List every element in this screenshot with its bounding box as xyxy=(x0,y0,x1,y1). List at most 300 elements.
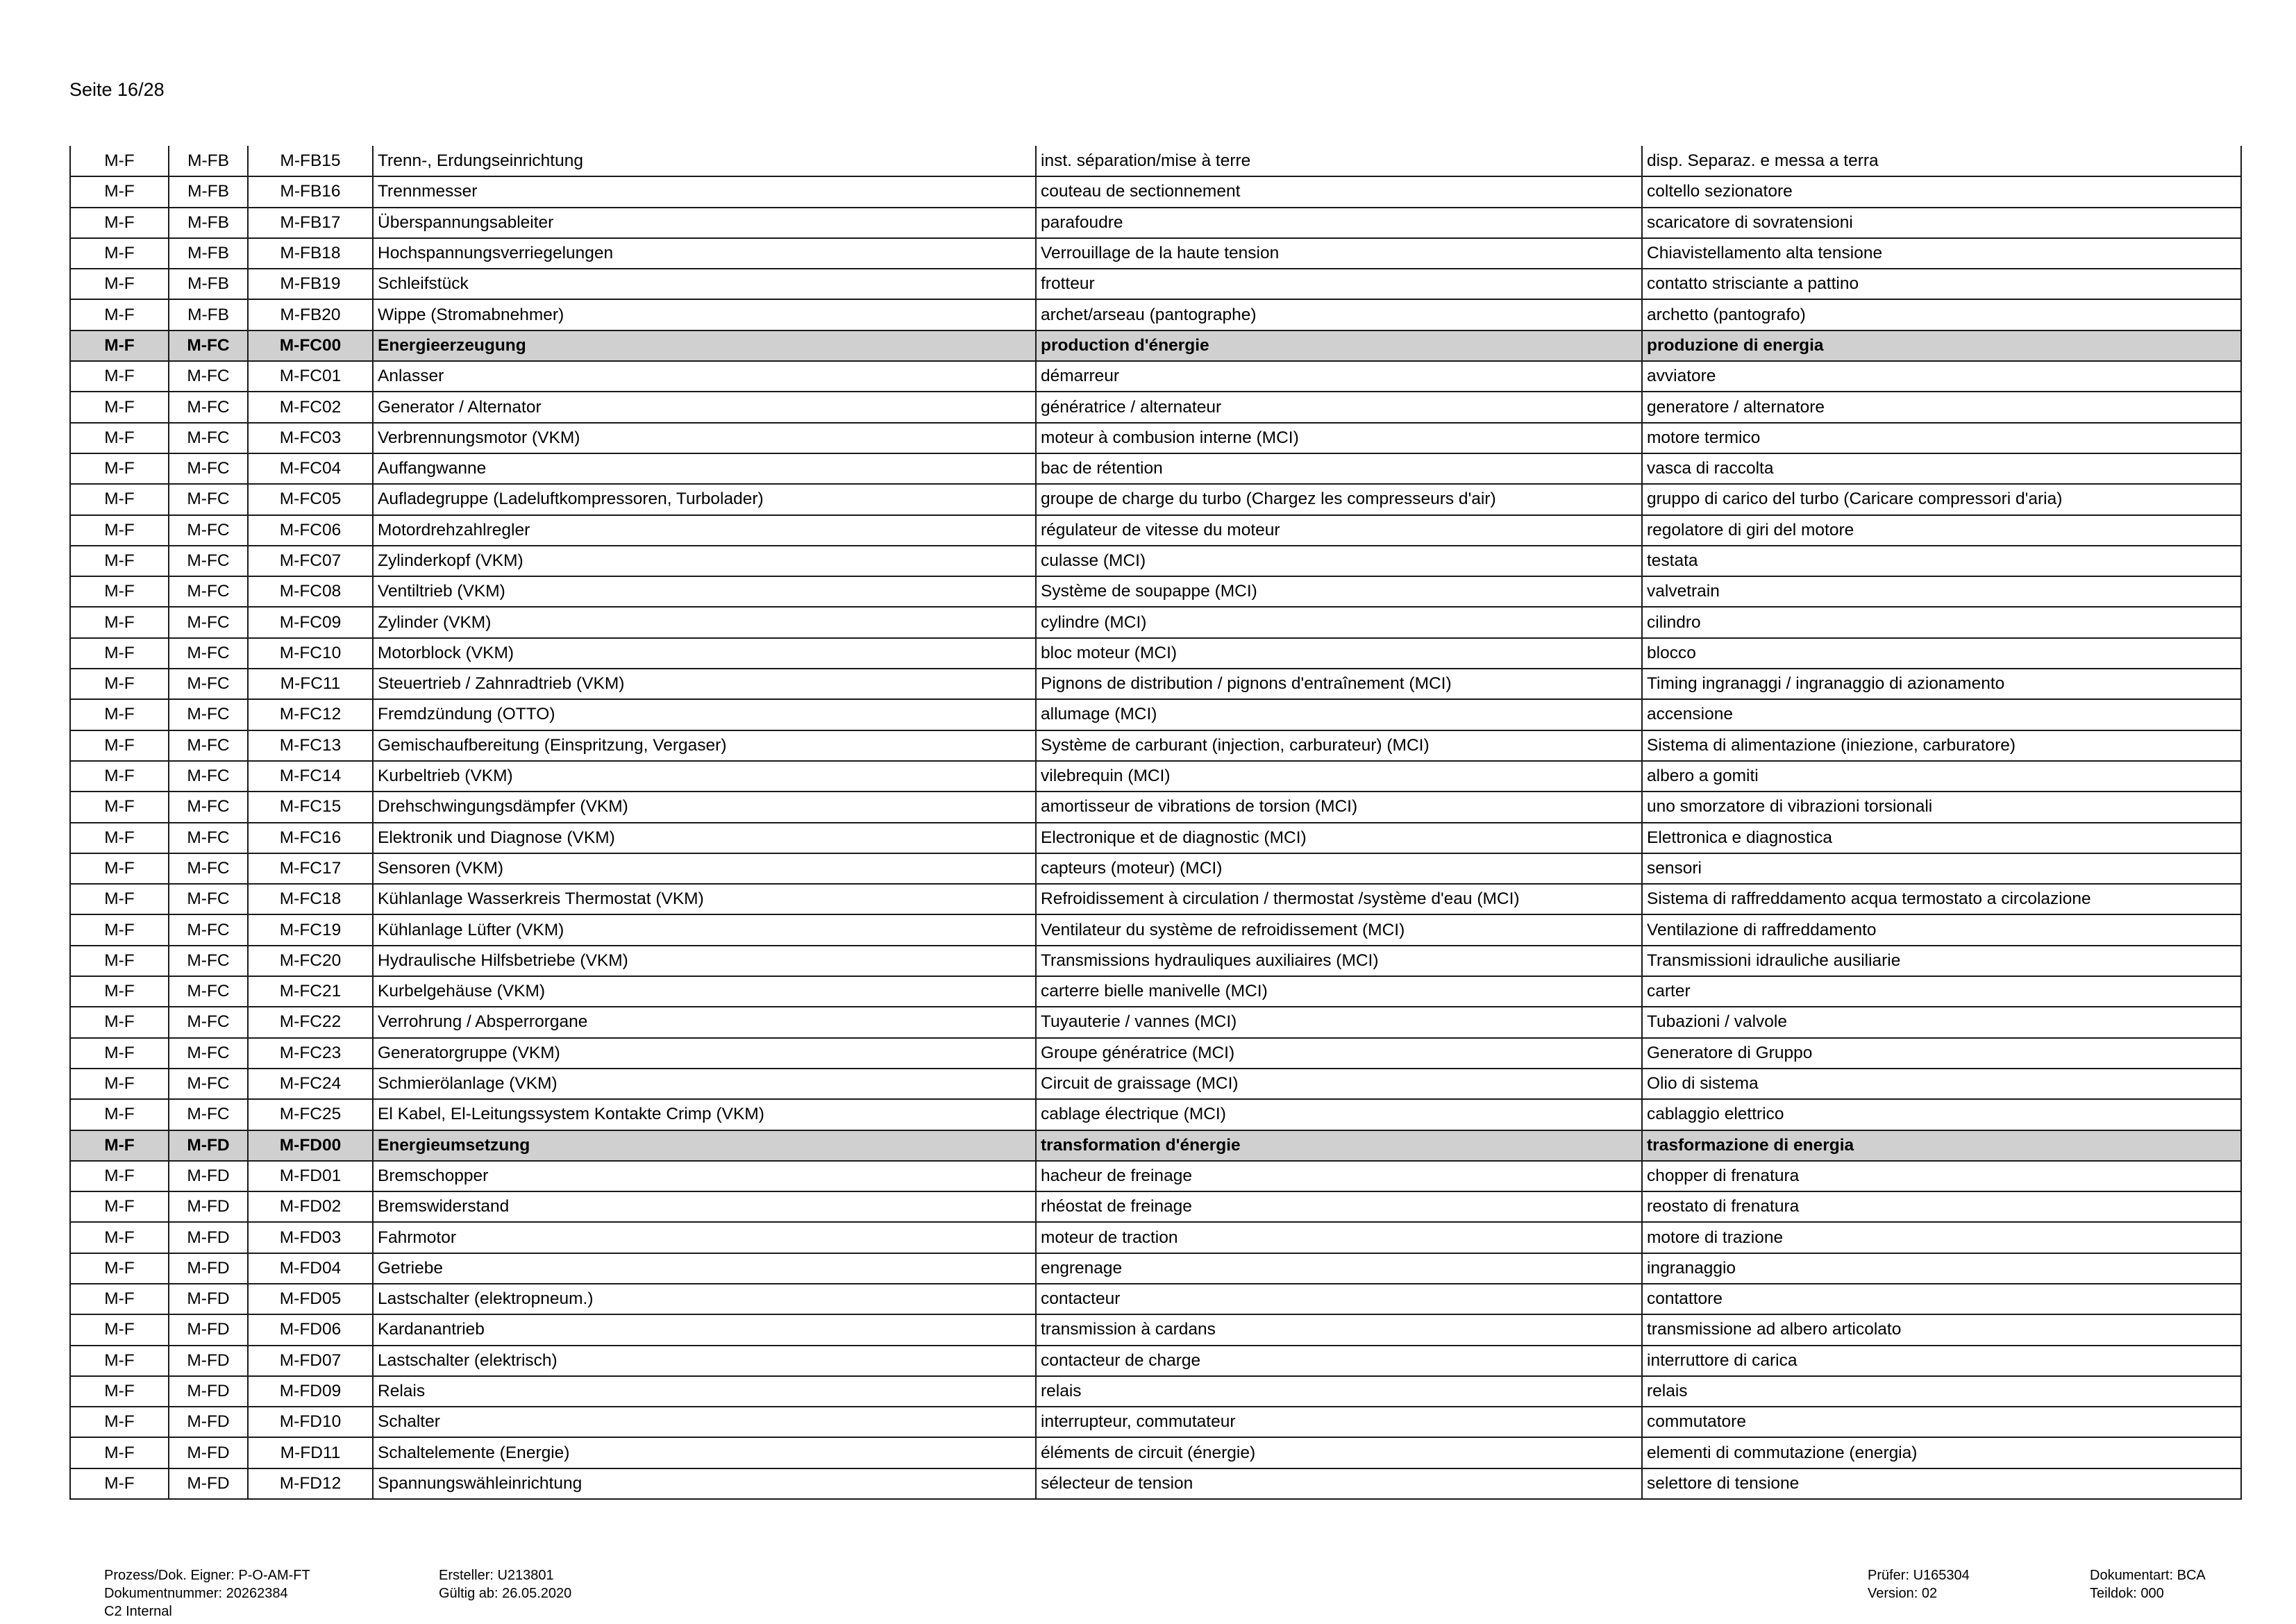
cell-code: M-FB15 xyxy=(248,146,373,176)
table-row xyxy=(70,638,2241,669)
cell-french: Système de carburant (injection, carburateur) (MCI) xyxy=(1036,730,1642,761)
cell-french: cylindre (MCI) xyxy=(1036,607,1642,637)
cell-main-group: M-F xyxy=(70,1253,169,1284)
cell-french: vilebrequin (MCI) xyxy=(1036,761,1642,792)
cell-main-group: M-F xyxy=(70,1038,169,1069)
cell-code: M-FC05 xyxy=(248,484,373,514)
cell-french: inst. séparation/mise à terre xyxy=(1036,146,1642,176)
cell-main-group: M-F xyxy=(70,269,169,299)
cell-sub-group: M-FC xyxy=(169,423,248,453)
cell-italian: vasca di raccolta xyxy=(1642,453,2241,484)
footer-reviewer-block xyxy=(1868,1566,1970,1602)
cell-main-group: M-F xyxy=(70,914,169,945)
table-row xyxy=(70,208,2241,238)
cell-german: Trennmesser xyxy=(373,176,1036,207)
cell-italian: Elettronica e diagnostica xyxy=(1642,823,2241,853)
cell-italian: motore termico xyxy=(1642,423,2241,453)
cell-italian: coltello sezionatore xyxy=(1642,176,2241,207)
cell-main-group: M-F xyxy=(70,853,169,884)
cell-sub-group: M-FB xyxy=(169,208,248,238)
cell-italian: testata xyxy=(1642,546,2241,576)
cell-german: Fremdzündung (OTTO) xyxy=(373,699,1036,730)
cell-french: contacteur de charge xyxy=(1036,1346,1642,1376)
cell-french: Système de soupappe (MCI) xyxy=(1036,576,1642,607)
cell-main-group: M-F xyxy=(70,1161,169,1191)
cell-italian: cilindro xyxy=(1642,607,2241,637)
cell-code: M-FC10 xyxy=(248,638,373,669)
cell-sub-group: M-FC xyxy=(169,699,248,730)
cell-main-group: M-F xyxy=(70,1407,169,1437)
cell-code: M-FC14 xyxy=(248,761,373,792)
cell-german: Kardanantrieb xyxy=(373,1314,1036,1345)
cell-french: relais xyxy=(1036,1376,1642,1407)
cell-code: M-FD11 xyxy=(248,1437,373,1468)
cell-main-group: M-F xyxy=(70,484,169,514)
cell-code: M-FB20 xyxy=(248,299,373,330)
table-row xyxy=(70,1346,2241,1376)
cell-code: M-FC06 xyxy=(248,515,373,546)
cell-german: Anlasser xyxy=(373,361,1036,392)
cell-main-group: M-F xyxy=(70,946,169,976)
cell-sub-group: M-FC xyxy=(169,361,248,392)
cell-french: hacheur de freinage xyxy=(1036,1161,1642,1191)
table-row xyxy=(70,484,2241,514)
cell-french: Refroidissement à circulation / thermostat /système d'eau (MCI) xyxy=(1036,884,1642,914)
cell-sub-group: M-FD xyxy=(169,1253,248,1284)
cell-main-group: M-F xyxy=(70,792,169,822)
cell-italian: scaricatore di sovratensioni xyxy=(1642,208,2241,238)
footer-creator: Ersteller: U213801 xyxy=(439,1568,554,1583)
cell-sub-group: M-FC xyxy=(169,1038,248,1069)
cell-italian: elementi di commutazione (energia) xyxy=(1642,1437,2241,1468)
cell-sub-group: M-FC xyxy=(169,853,248,884)
cell-italian: Timing ingranaggi / ingranaggio di azionamento xyxy=(1642,669,2241,699)
cell-french: couteau de sectionnement xyxy=(1036,176,1642,207)
cell-french: Transmissions hydrauliques auxiliaires (MCI) xyxy=(1036,946,1642,976)
cell-italian: disp. Separaz. e messa a terra xyxy=(1642,146,2241,176)
cell-french: sélecteur de tension xyxy=(1036,1468,1642,1499)
cell-french: interrupteur, commutateur xyxy=(1036,1407,1642,1437)
cell-main-group: M-F xyxy=(70,823,169,853)
table-group-row xyxy=(70,330,2241,361)
cell-sub-group: M-FB xyxy=(169,238,248,269)
cell-german: Motorblock (VKM) xyxy=(373,638,1036,669)
cell-code: M-FC02 xyxy=(248,392,373,422)
cell-french: éléments de circuit (énergie) xyxy=(1036,1437,1642,1468)
table-row xyxy=(70,146,2241,176)
cell-german: Schaltelemente (Energie) xyxy=(373,1437,1036,1468)
table-row xyxy=(70,607,2241,637)
cell-code: M-FC17 xyxy=(248,853,373,884)
cell-german: Lastschalter (elektrisch) xyxy=(373,1346,1036,1376)
cell-sub-group: M-FC xyxy=(169,1007,248,1037)
cell-italian: ingranaggio xyxy=(1642,1253,2241,1284)
cell-italian: trasformazione di energia xyxy=(1642,1130,2241,1161)
cell-code: M-FD00 xyxy=(248,1130,373,1161)
cell-german: Zylinder (VKM) xyxy=(373,607,1036,637)
table-row xyxy=(70,576,2241,607)
cell-french: groupe de charge du turbo (Chargez les compresseurs d'air) xyxy=(1036,484,1642,514)
cell-german: Bremschopper xyxy=(373,1161,1036,1191)
cell-code: M-FC18 xyxy=(248,884,373,914)
cell-french: génératrice / alternateur xyxy=(1036,392,1642,422)
cell-code: M-FC03 xyxy=(248,423,373,453)
cell-code: M-FC22 xyxy=(248,1007,373,1037)
cell-german: Auffangwanne xyxy=(373,453,1036,484)
cell-main-group: M-F xyxy=(70,146,169,176)
cell-main-group: M-F xyxy=(70,1069,169,1099)
cell-french: parafoudre xyxy=(1036,208,1642,238)
cell-main-group: M-F xyxy=(70,1099,169,1130)
footer-doctype-block xyxy=(2090,1566,2206,1602)
cell-main-group: M-F xyxy=(70,1284,169,1314)
cell-italian: Tubazioni / valvole xyxy=(1642,1007,2241,1037)
table-row xyxy=(70,1314,2241,1345)
table-row xyxy=(70,238,2241,269)
table-row xyxy=(70,669,2241,699)
footer-part-doc: Teildok: 000 xyxy=(2090,1586,2164,1601)
cell-code: M-FD05 xyxy=(248,1284,373,1314)
cell-main-group: M-F xyxy=(70,1007,169,1037)
cell-german: El Kabel, El-Leitungssystem Kontakte Crimp (VKM) xyxy=(373,1099,1036,1130)
cell-main-group: M-F xyxy=(70,976,169,1007)
table-row xyxy=(70,761,2241,792)
cell-code: M-FD02 xyxy=(248,1191,373,1222)
table-row xyxy=(70,1069,2241,1099)
table-row xyxy=(70,792,2241,822)
cell-italian: produzione di energia xyxy=(1642,330,2241,361)
cell-sub-group: M-FD xyxy=(169,1284,248,1314)
table-row xyxy=(70,1284,2241,1314)
cell-german: Kühlanlage Wasserkreis Thermostat (VKM) xyxy=(373,884,1036,914)
cell-italian: valvetrain xyxy=(1642,576,2241,607)
table-row xyxy=(70,423,2241,453)
cell-sub-group: M-FD xyxy=(169,1222,248,1253)
cell-sub-group: M-FC xyxy=(169,392,248,422)
cell-code: M-FB18 xyxy=(248,238,373,269)
table-row xyxy=(70,453,2241,484)
cell-italian: Sistema di alimentazione (iniezione, carburatore) xyxy=(1642,730,2241,761)
cell-sub-group: M-FC xyxy=(169,576,248,607)
cell-sub-group: M-FC xyxy=(169,669,248,699)
cell-french: cablage électrique (MCI) xyxy=(1036,1099,1642,1130)
cell-italian: albero a gomiti xyxy=(1642,761,2241,792)
cell-italian: transmissione ad albero articolato xyxy=(1642,1314,2241,1345)
cell-french: moteur à combusion interne (MCI) xyxy=(1036,423,1642,453)
cell-french: Circuit de graissage (MCI) xyxy=(1036,1069,1642,1099)
table-row xyxy=(70,1407,2241,1437)
cell-german: Energieerzeugung xyxy=(373,330,1036,361)
cell-german: Bremswiderstand xyxy=(373,1191,1036,1222)
cell-main-group: M-F xyxy=(70,392,169,422)
cell-italian: Generatore di Gruppo xyxy=(1642,1038,2241,1069)
cell-german: Kurbelgehäuse (VKM) xyxy=(373,976,1036,1007)
cell-main-group: M-F xyxy=(70,330,169,361)
table-row xyxy=(70,1007,2241,1037)
cell-french: culasse (MCI) xyxy=(1036,546,1642,576)
footer-reviewer: Prüfer: U165304 xyxy=(1868,1568,1970,1583)
cell-code: M-FC19 xyxy=(248,914,373,945)
cell-sub-group: M-FC xyxy=(169,914,248,945)
table-row xyxy=(70,976,2241,1007)
table-row xyxy=(70,1222,2241,1253)
table-row xyxy=(70,269,2241,299)
table-row xyxy=(70,176,2241,207)
cell-german: Trenn-, Erdungseinrichtung xyxy=(373,146,1036,176)
cell-german: Gemischaufbereitung (Einspritzung, Vergaser) xyxy=(373,730,1036,761)
cell-code: M-FC09 xyxy=(248,607,373,637)
cell-german: Steuertrieb / Zahnradtrieb (VKM) xyxy=(373,669,1036,699)
cell-main-group: M-F xyxy=(70,730,169,761)
table-group-row xyxy=(70,1130,2241,1161)
cell-italian: generatore / alternatore xyxy=(1642,392,2241,422)
cell-french: frotteur xyxy=(1036,269,1642,299)
cell-german: Generator / Alternator xyxy=(373,392,1036,422)
cell-code: M-FC01 xyxy=(248,361,373,392)
cell-sub-group: M-FB xyxy=(169,176,248,207)
cell-sub-group: M-FD xyxy=(169,1161,248,1191)
cell-code: M-FD09 xyxy=(248,1376,373,1407)
cell-code: M-FC08 xyxy=(248,576,373,607)
cell-code: M-FC25 xyxy=(248,1099,373,1130)
cell-code: M-FC24 xyxy=(248,1069,373,1099)
cell-code: M-FC15 xyxy=(248,792,373,822)
cell-main-group: M-F xyxy=(70,361,169,392)
cell-code: M-FC23 xyxy=(248,1038,373,1069)
cell-main-group: M-F xyxy=(70,638,169,669)
cell-french: carterre bielle manivelle (MCI) xyxy=(1036,976,1642,1007)
cell-main-group: M-F xyxy=(70,299,169,330)
cell-french: bac de rétention xyxy=(1036,453,1642,484)
cell-sub-group: M-FC xyxy=(169,946,248,976)
table-row xyxy=(70,1038,2241,1069)
cell-code: M-FC11 xyxy=(248,669,373,699)
cell-italian: regolatore di giri del motore xyxy=(1642,515,2241,546)
cell-italian: cablaggio elettrico xyxy=(1642,1099,2241,1130)
footer-classification: C2 Internal xyxy=(104,1604,172,1619)
cell-sub-group: M-FD xyxy=(169,1191,248,1222)
cell-main-group: M-F xyxy=(70,453,169,484)
cell-italian: blocco xyxy=(1642,638,2241,669)
table-row xyxy=(70,361,2241,392)
cell-italian: Ventilazione di raffreddamento xyxy=(1642,914,2241,945)
cell-german: Verbrennungsmotor (VKM) xyxy=(373,423,1036,453)
cell-italian: contatto strisciante a pattino xyxy=(1642,269,2241,299)
cell-main-group: M-F xyxy=(70,669,169,699)
cell-sub-group: M-FC xyxy=(169,607,248,637)
cell-german: Elektronik und Diagnose (VKM) xyxy=(373,823,1036,853)
table-row xyxy=(70,1191,2241,1222)
cell-sub-group: M-FD xyxy=(169,1376,248,1407)
cell-code: M-FD06 xyxy=(248,1314,373,1345)
footer-owner: Prozess/Dok. Eigner: P-O-AM-FT xyxy=(104,1568,310,1583)
code-table-body xyxy=(70,146,2241,1499)
cell-italian: interruttore di carica xyxy=(1642,1346,2241,1376)
cell-code: M-FC16 xyxy=(248,823,373,853)
cell-code: M-FC13 xyxy=(248,730,373,761)
cell-italian: Transmissioni idrauliche ausiliarie xyxy=(1642,946,2241,976)
cell-french: Ventilateur du système de refroidissement (MCI) xyxy=(1036,914,1642,945)
cell-main-group: M-F xyxy=(70,515,169,546)
cell-sub-group: M-FC xyxy=(169,792,248,822)
table-row xyxy=(70,1437,2241,1468)
cell-italian: accensione xyxy=(1642,699,2241,730)
cell-main-group: M-F xyxy=(70,176,169,207)
cell-italian: motore di trazione xyxy=(1642,1222,2241,1253)
cell-german: Motordrehzahlregler xyxy=(373,515,1036,546)
cell-main-group: M-F xyxy=(70,1468,169,1499)
table-row xyxy=(70,823,2241,853)
cell-italian: commutatore xyxy=(1642,1407,2241,1437)
cell-german: Schmierölanlage (VKM) xyxy=(373,1069,1036,1099)
cell-italian: selettore di tensione xyxy=(1642,1468,2241,1499)
table-row xyxy=(70,884,2241,914)
cell-french: production d'énergie xyxy=(1036,330,1642,361)
cell-german: Getriebe xyxy=(373,1253,1036,1284)
footer-creator-block xyxy=(439,1566,571,1602)
cell-code: M-FD12 xyxy=(248,1468,373,1499)
page-number: Seite 16/28 xyxy=(69,79,165,100)
cell-sub-group: M-FD xyxy=(169,1407,248,1437)
cell-german: Schalter xyxy=(373,1407,1036,1437)
cell-sub-group: M-FC xyxy=(169,638,248,669)
cell-main-group: M-F xyxy=(70,884,169,914)
cell-french: moteur de traction xyxy=(1036,1222,1642,1253)
table-row xyxy=(70,1468,2241,1499)
cell-sub-group: M-FC xyxy=(169,1099,248,1130)
cell-french: régulateur de vitesse du moteur xyxy=(1036,515,1642,546)
cell-french: transmission à cardans xyxy=(1036,1314,1642,1345)
cell-german: Lastschalter (elektropneum.) xyxy=(373,1284,1036,1314)
cell-german: Zylinderkopf (VKM) xyxy=(373,546,1036,576)
cell-italian: archetto (pantografo) xyxy=(1642,299,2241,330)
cell-code: M-FD04 xyxy=(248,1253,373,1284)
cell-german: Aufladegruppe (Ladeluftkompressoren, Turbolader) xyxy=(373,484,1036,514)
cell-french: démarreur xyxy=(1036,361,1642,392)
footer-doc-type: Dokumentart: BCA xyxy=(2090,1568,2206,1583)
cell-code: M-FC20 xyxy=(248,946,373,976)
cell-italian: contattore xyxy=(1642,1284,2241,1314)
cell-german: Kurbeltrieb (VKM) xyxy=(373,761,1036,792)
cell-italian: sensori xyxy=(1642,853,2241,884)
cell-code: M-FD03 xyxy=(248,1222,373,1253)
cell-main-group: M-F xyxy=(70,1191,169,1222)
cell-code: M-FC00 xyxy=(248,330,373,361)
cell-code: M-FC21 xyxy=(248,976,373,1007)
cell-italian: uno smorzatore di vibrazioni torsionali xyxy=(1642,792,2241,822)
cell-french: rhéostat de freinage xyxy=(1036,1191,1642,1222)
cell-french: capteurs (moteur) (MCI) xyxy=(1036,853,1642,884)
cell-sub-group: M-FD xyxy=(169,1314,248,1345)
cell-code: M-FC12 xyxy=(248,699,373,730)
cell-code: M-FB16 xyxy=(248,176,373,207)
cell-french: Pignons de distribution / pignons d'entraînement (MCI) xyxy=(1036,669,1642,699)
cell-sub-group: M-FC xyxy=(169,515,248,546)
footer-version: Version: 02 xyxy=(1868,1586,1938,1601)
cell-italian: carter xyxy=(1642,976,2241,1007)
cell-code: M-FD10 xyxy=(248,1407,373,1437)
cell-main-group: M-F xyxy=(70,1437,169,1468)
cell-sub-group: M-FC xyxy=(169,976,248,1007)
table-row xyxy=(70,1099,2241,1130)
cell-german: Generatorgruppe (VKM) xyxy=(373,1038,1036,1069)
cell-main-group: M-F xyxy=(70,423,169,453)
cell-sub-group: M-FC xyxy=(169,330,248,361)
cell-french: Electronique et de diagnostic (MCI) xyxy=(1036,823,1642,853)
cell-german: Wippe (Stromabnehmer) xyxy=(373,299,1036,330)
cell-french: archet/arseau (pantographe) xyxy=(1036,299,1642,330)
cell-sub-group: M-FC xyxy=(169,546,248,576)
code-table xyxy=(69,146,2242,1500)
cell-french: Tuyauterie / vannes (MCI) xyxy=(1036,1007,1642,1037)
cell-german: Hochspannungsverriegelungen xyxy=(373,238,1036,269)
table-row xyxy=(70,299,2241,330)
cell-code: M-FB17 xyxy=(248,208,373,238)
cell-italian: Chiavistellamento alta tensione xyxy=(1642,238,2241,269)
cell-main-group: M-F xyxy=(70,546,169,576)
cell-sub-group: M-FD xyxy=(169,1468,248,1499)
table-row xyxy=(70,730,2241,761)
cell-main-group: M-F xyxy=(70,607,169,637)
cell-sub-group: M-FB xyxy=(169,269,248,299)
table-row xyxy=(70,1253,2241,1284)
cell-german: Fahrmotor xyxy=(373,1222,1036,1253)
cell-sub-group: M-FC xyxy=(169,823,248,853)
footer-owner-block xyxy=(104,1566,310,1621)
cell-german: Schleifstück xyxy=(373,269,1036,299)
cell-sub-group: M-FC xyxy=(169,884,248,914)
table-row xyxy=(70,853,2241,884)
cell-main-group: M-F xyxy=(70,1130,169,1161)
cell-german: Drehschwingungsdämpfer (VKM) xyxy=(373,792,1036,822)
cell-sub-group: M-FB xyxy=(169,299,248,330)
cell-main-group: M-F xyxy=(70,699,169,730)
cell-sub-group: M-FD xyxy=(169,1346,248,1376)
cell-italian: relais xyxy=(1642,1376,2241,1407)
table-row xyxy=(70,546,2241,576)
cell-main-group: M-F xyxy=(70,1346,169,1376)
cell-main-group: M-F xyxy=(70,208,169,238)
cell-code: M-FD01 xyxy=(248,1161,373,1191)
cell-german: Überspannungsableiter xyxy=(373,208,1036,238)
table-row xyxy=(70,1161,2241,1191)
cell-code: M-FC07 xyxy=(248,546,373,576)
cell-german: Sensoren (VKM) xyxy=(373,853,1036,884)
cell-main-group: M-F xyxy=(70,761,169,792)
cell-main-group: M-F xyxy=(70,1376,169,1407)
cell-german: Spannungswähleinrichtung xyxy=(373,1468,1036,1499)
cell-code: M-FD07 xyxy=(248,1346,373,1376)
cell-main-group: M-F xyxy=(70,238,169,269)
cell-french: bloc moteur (MCI) xyxy=(1036,638,1642,669)
cell-sub-group: M-FC xyxy=(169,730,248,761)
cell-main-group: M-F xyxy=(70,1222,169,1253)
table-row xyxy=(70,392,2241,422)
cell-french: contacteur xyxy=(1036,1284,1642,1314)
cell-sub-group: M-FC xyxy=(169,484,248,514)
footer-doc-number: Dokumentnummer: 20262384 xyxy=(104,1586,288,1601)
cell-italian: reostato di frenatura xyxy=(1642,1191,2241,1222)
table-row xyxy=(70,914,2241,945)
cell-german: Energieumsetzung xyxy=(373,1130,1036,1161)
cell-german: Ventiltrieb (VKM) xyxy=(373,576,1036,607)
table-row xyxy=(70,699,2241,730)
cell-french: Groupe génératrice (MCI) xyxy=(1036,1038,1642,1069)
cell-sub-group: M-FD xyxy=(169,1437,248,1468)
cell-sub-group: M-FB xyxy=(169,146,248,176)
cell-french: amortisseur de vibrations de torsion (MCI) xyxy=(1036,792,1642,822)
cell-sub-group: M-FD xyxy=(169,1130,248,1161)
